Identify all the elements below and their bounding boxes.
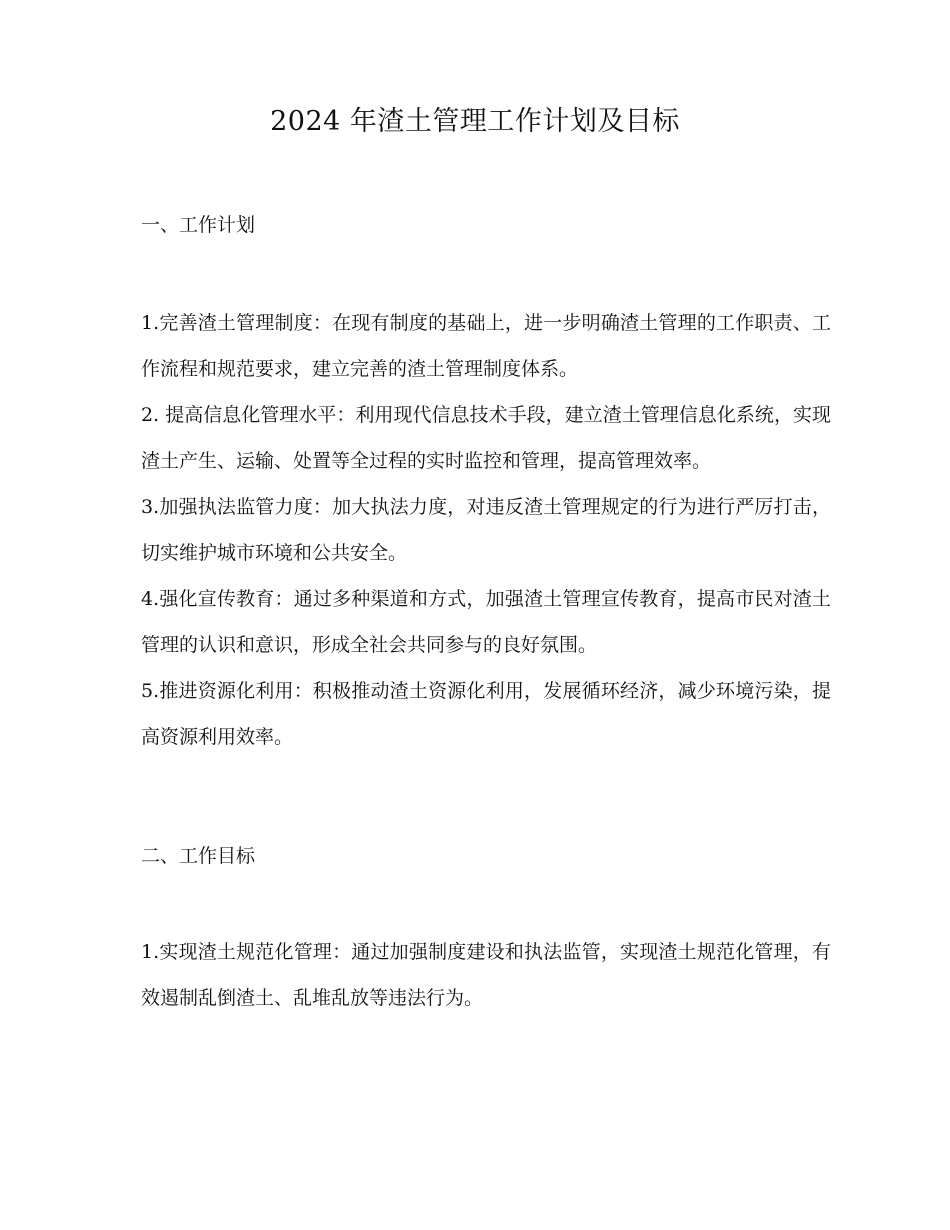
- section-heading-work-goals: 二、工作目标: [141, 845, 256, 867]
- plan-item-4: 4.强化宣传教育：通过多种渠道和方式，加强渣土管理宣传教育，提高市民对渣土管理的认识和意识，形成全社会共同参与的良好氛围。: [141, 588, 831, 656]
- plan-item-2: 2. 提高信息化管理水平：利用现代信息技术手段，建立渣土管理信息化系统，实现渣土产生、运输、处置等全过程的实时监控和管理，提高管理效率。: [141, 404, 831, 472]
- plan-item-5: 5.推进资源化利用：积极推动渣土资源化利用，发展循环经济，减少环境污染，提高资源利用效率。: [141, 680, 831, 748]
- page-title: 2024 年渣土管理工作计划及目标: [270, 106, 680, 137]
- plan-item-3: 3.加强执法监管力度：加大执法力度，对违反渣土管理规定的行为进行严厉打击，切实维护城市环境和公共安全。: [141, 496, 831, 564]
- plan-item-1: 1.完善渣土管理制度：在现有制度的基础上，进一步明确渣土管理的工作职责、工作流程和规范要求，建立完善的渣土管理制度体系。: [141, 312, 831, 380]
- goal-item-1: 1.实现渣土规范化管理：通过加强制度建设和执法监管，实现渣土规范化管理，有效遏制乱倒渣土、乱堆乱放等违法行为。: [141, 941, 831, 1009]
- section-heading-work-plan: 一、工作计划: [141, 214, 256, 236]
